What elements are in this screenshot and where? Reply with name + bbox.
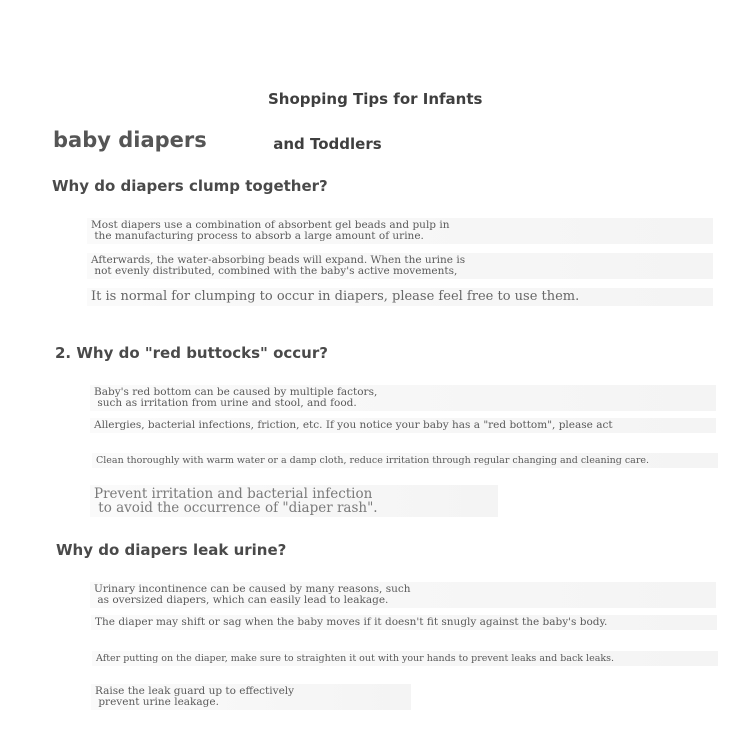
paragraph: It is normal for clumping to occur in diapers, please feel free to use them. [87, 288, 713, 306]
paragraph: Urinary incontinence can be caused by many reasons, such as oversized diapers, which can easily lead to leakage. [90, 582, 716, 608]
paragraph: The diaper may shift or sag when the baby moves if it doesn't fit snugly against the baby's body. [91, 615, 717, 630]
section-heading-leaking: Why do diapers leak urine? [56, 541, 287, 559]
header-line-2: and Toddlers [268, 135, 382, 153]
section-heading-red-buttocks: 2. Why do "red buttocks" occur? [55, 344, 328, 362]
page-title: baby diapers [53, 128, 207, 152]
paragraph: Baby's red bottom can be caused by multiple factors, such as irritation from urine and stool, and food. [90, 385, 716, 411]
paragraph: After putting on the diaper, make sure to straighten it out with your hands to prevent leaks and back leaks. [92, 651, 718, 666]
section-heading-clumping: Why do diapers clump together? [52, 177, 328, 195]
paragraph: Raise the leak guard up to effectively prevent urine leakage. [91, 684, 411, 710]
page-header [268, 62, 482, 167]
paragraph: Most diapers use a combination of absorbent gel beads and pulp in the manufacturing process to absorb a large amount of urine. [87, 218, 713, 244]
paragraph: Prevent irritation and bacterial infection to avoid the occurrence of "diaper rash". [90, 485, 498, 517]
paragraph: Allergies, bacterial infections, friction, etc. If you notice your baby has a "red bottom", please act [90, 418, 716, 433]
paragraph: Clean thoroughly with warm water or a damp cloth, reduce irritation through regular changing and cleaning care. [92, 453, 718, 468]
paragraph: Afterwards, the water-absorbing beads will expand. When the urine is not evenly distributed, combined with the baby's active movements, [87, 253, 713, 279]
header-line-1: Shopping Tips for Infants [268, 90, 483, 108]
